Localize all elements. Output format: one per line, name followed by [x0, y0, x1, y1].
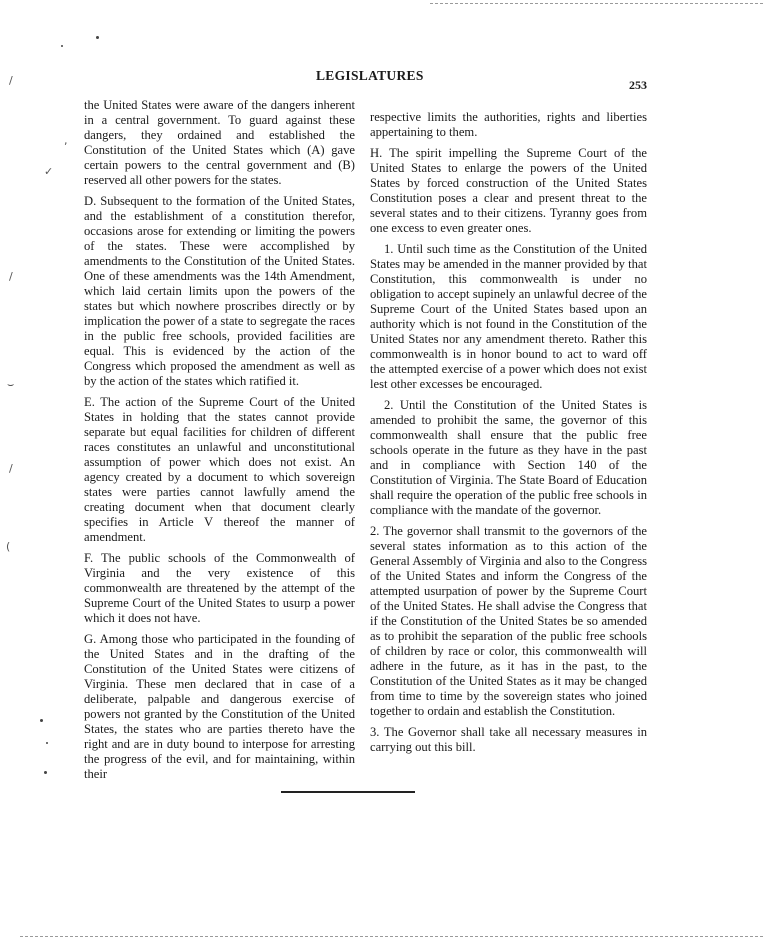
paragraph: H. The spirit impelling the Supreme Court of the United States to enlarge the powers of the United States by forced construction of the United States Constitution poses a clear and present threat to the several states and to their citizens. Tyranny goes from one excess to even greater ones. [370, 146, 647, 235]
paragraph: G. Among those who participated in the founding of the United States and in the drafting of the Constitution of the United States were citizens of Virginia. These men declared that in case of a deliberate, palpable and dangerous exercise of powers not granted by the Constitution of the United States, the states who are parties thereto have the right and are in duty bound to interpose for arresting the progress of the evil, and for maintaining, within their [84, 632, 355, 781]
paragraph: E. The action of the Supreme Court of the United States in holding that the states cannot provide separate but equal facilities for children of different races constitutes an unlawful and unconstitutional assumption of power which does not exist. An agency created by a document to which sovereign states were parties cannot lawfully amend the creating document when that document clearly specifies in Article V thereof the manner of amendment. [84, 395, 355, 544]
margin-mark: / [9, 74, 13, 87]
scan-speck [96, 36, 99, 39]
paragraph: F. The public schools of the Commonwealth of Virginia and the very existence of this commonwealth are threatened by the attempt of the Supreme Court of the United States to usurp a power which it does not have. [84, 551, 355, 625]
scan-speck [40, 719, 43, 722]
paragraph: the United States were aware of the dangers inherent in a central government. To guard against these dangers, they ordained and established the Constitution of the United States which (A) gave certain powers to the central government and (B) reserved all other powers for the states. [84, 98, 355, 187]
paragraph: D. Subsequent to the formation of the United States, and the establishment of a constitution therefor, occasions arose for extending or limiting the powers of the states. These were accomplished by amendments to the Constitution of the United States. One of these amendments was the 14th Amendment, which laid certain limits upon the powers of the states but which nowhere proscribes directly or by implication the power of a state to segregate the races in the public free schools, provided facilities are equal. This is evidenced by the action of the Congress which proposed the amendment as well as by the action of the states which ratified it. [84, 194, 355, 388]
scan-edge-top [430, 3, 763, 4]
scan-speck [61, 45, 63, 47]
enumerated-clause: 2. Until the Constitution of the United States is amended to prohibit the same, the governor of this commonwealth shall ensure that the public free schools operate in the future as they have in the past and in compliance with Section 140 of the Constitution of Virginia. The State Board of Education shall require the operation of the public free schools in compliance with the mandate of the governor. [370, 398, 647, 517]
running-head: LEGISLATURES [316, 68, 424, 83]
page-number: 253 [629, 78, 647, 92]
right-column [370, 110, 647, 761]
left-column [84, 98, 355, 788]
scan-edge-bottom [20, 936, 763, 937]
margin-mark: ✓ [44, 165, 54, 178]
margin-mark: / [9, 462, 13, 475]
enumerated-clause: 2. The governor shall transmit to the governors of the several states information as to this action of the General Assembly of Virginia and also to the Congress of the United States and inform the Congress of the attempted usurpation of power by the Supreme Court of the United States. He shall advise the Congress that if the Constitution of the United States be so amended as to prohibit the separation of the public free schools of children by race or color, this commonwealth will adhere in the future, as it has in the past, to the Constitution of the United States as it may be changed from time to time by the sovereign states who joined together to ordain and establish the Constitution. [370, 524, 647, 718]
margin-mark: / [9, 270, 13, 283]
margin-mark: ⌣ [7, 378, 15, 391]
margin-mark: , [64, 134, 68, 147]
enumerated-clause: 3. The Governor shall take all necessary measures in carrying out this bill. [370, 725, 647, 754]
paragraph: respective limits the authorities, rights and liberties appertaining to them. [370, 110, 647, 139]
scan-speck [46, 742, 48, 744]
margin-mark: ( [6, 540, 11, 553]
scan-speck [44, 771, 47, 774]
enumerated-clause: 1. Until such time as the Constitution of the United States may be amended in the manner provided by that Constitution, this commonwealth is under no obligation to accept supinely an unlawful decree of the Supreme Court of the United States based upon an authority which is not found in the Constitution of the United States nor any amendment thereto. Rather this commonwealth is in honor bound to act to ward off the attempted exercise of a power which does not exist lest other excesses be encouraged. [370, 242, 647, 391]
section-end-rule [281, 791, 415, 793]
